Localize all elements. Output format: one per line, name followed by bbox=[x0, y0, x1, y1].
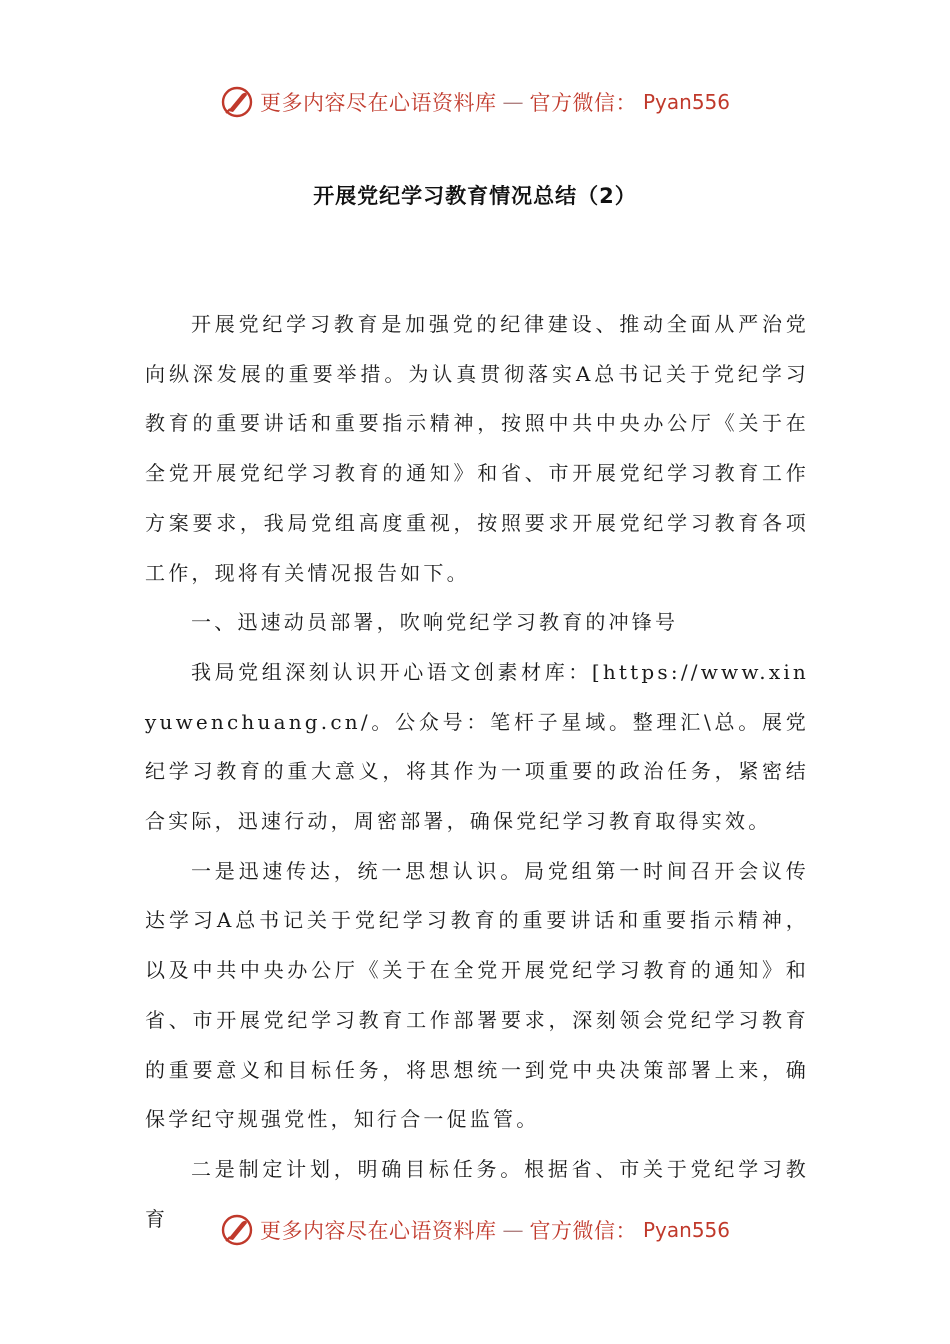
watermark-text: 更多内容尽在心语资料库 bbox=[259, 1219, 497, 1243]
paragraph-point-2: 二是制定计划，明确目标任务。根据省、市关于党纪学习教育 bbox=[145, 1156, 809, 1231]
paragraph-section-1: 我局党组深刻认识开心语文创素材库：[https://www.xinyuwenchuang.cn/。公众号：笔杆子星域。整理汇\总。展党纪学习教育的重大意义，将其作为一项重要的政治任务，紧密结合实际，迅速行动，周密部署，确保党纪学习教育取得实效。 bbox=[145, 659, 809, 834]
document-title: 开展党纪学习教育情况总结（2） bbox=[313, 184, 637, 208]
section-heading-1: 一、迅速动员部署，吹响党纪学习教育的冲锋号 bbox=[191, 610, 679, 635]
watermark-separator: — bbox=[502, 1218, 524, 1242]
watermark-text: 更多内容尽在心语资料库 bbox=[259, 91, 497, 115]
watermark-official-label: 官方微信： bbox=[529, 91, 637, 115]
watermark-separator: — bbox=[502, 90, 524, 114]
watermark-official-label: 官方微信： bbox=[529, 1219, 637, 1243]
watermark-wechat-id: Pyan556 bbox=[642, 1218, 730, 1242]
header-watermark bbox=[0, 82, 950, 122]
watermark-wechat-id: Pyan556 bbox=[642, 90, 730, 114]
paragraph-point-1: 一是迅速传达，统一思想认识。局党组第一时间召开会议传达学习A总书记关于党纪学习教育的重要讲话和重要指示精神，以及中共中央办公厅《关于在全党开展党纪学习教育的通知》和省、市开展党纪学习教育工作部署要求，深刻领会党纪学习教育的重要意义和目标任务，将思想统一到党中央决策部署上来，确保学纪守规强党性，知行合一促监管。 bbox=[145, 858, 809, 1132]
document-body bbox=[145, 300, 809, 1244]
quill-pen-logo-icon bbox=[220, 85, 254, 119]
paragraph-intro: 开展党纪学习教育是加强党的纪律建设、推动全面从严治党向纵深发展的重要举措。为认真贯彻落实A总书记关于党纪学习教育的重要讲话和重要指示精神，按照中共中央办公厅《关于在全党开展党纪学习教育的通知》和省、市开展党纪学习教育工作方案要求，我局党组高度重视，按照要求开展党纪学习教育各项工作，现将有关情况报告如下。 bbox=[145, 312, 809, 585]
footer-watermark bbox=[0, 1210, 950, 1250]
quill-pen-logo-icon bbox=[220, 1213, 254, 1247]
